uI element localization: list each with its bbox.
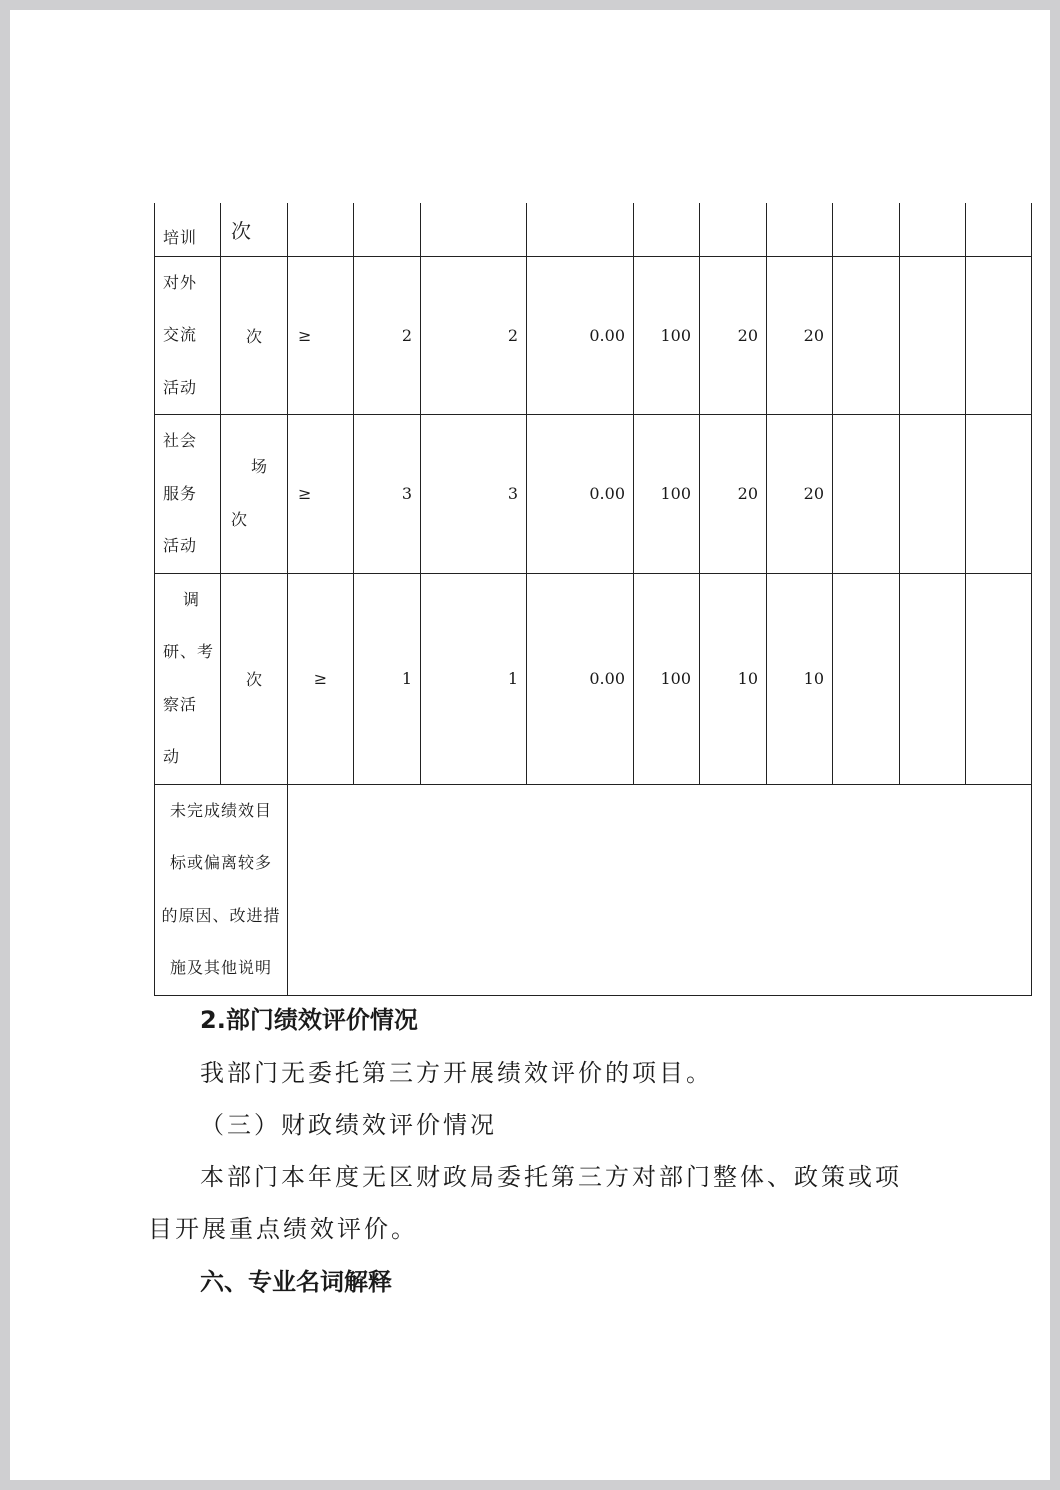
indicator-name-line: 交流 (163, 325, 198, 344)
indicator-name-line: 服务 (163, 483, 198, 503)
table-row (155, 203, 1032, 256)
symbol-cell (288, 203, 354, 256)
unit-cell: 次 (221, 573, 288, 784)
note-label-line: 未完成绩效目 (169, 800, 272, 820)
target-value-cell: 3 (354, 415, 421, 574)
symbol-cell: ≥ (288, 415, 354, 574)
note-label-line: 标或偏离较多 (169, 853, 272, 872)
indicator-name-cell (155, 415, 221, 574)
deviation-cell: 0.00 (527, 256, 634, 415)
table-row (155, 784, 1032, 995)
value-cell (900, 256, 966, 415)
section-3-text-line1: 本部门本年度无区财政局委托第三方对部门整体、政策或项 (200, 1163, 902, 1191)
target-value-cell: 1 (354, 573, 421, 784)
value-cell (966, 256, 1032, 415)
symbol-cell: ≥ (288, 256, 354, 415)
document-page (10, 10, 1050, 1480)
value-cell (900, 415, 966, 574)
actual-value-cell: 3 (421, 415, 527, 574)
note-label-line: 的原因、改进措 (161, 905, 281, 925)
value-cell (833, 573, 900, 784)
value-cell (634, 203, 700, 256)
weight-cell: 20 (700, 256, 767, 415)
value-cell (833, 415, 900, 574)
value-cell (833, 256, 900, 415)
value-cell (833, 203, 900, 256)
note-label-line: 施及其他说明 (169, 958, 272, 977)
completion-rate-cell: 100 (634, 415, 700, 574)
unit-line: 场 (250, 457, 267, 477)
indicator-name-line: 察活 (163, 694, 198, 714)
note-value-cell (288, 784, 1032, 995)
deviation-cell: 0.00 (527, 415, 634, 574)
actual-value-cell: 1 (421, 573, 527, 784)
indicator-name-line: 对外 (163, 272, 198, 292)
symbol-cell: ≥ (288, 573, 354, 784)
value-cell (900, 203, 966, 256)
value-cell (966, 203, 1032, 256)
value-cell (767, 203, 833, 256)
table-row (155, 573, 1032, 784)
score-cell: 20 (767, 415, 833, 574)
indicator-name-cell (155, 573, 221, 784)
value-cell (900, 573, 966, 784)
target-value-cell: 2 (354, 256, 421, 415)
indicator-name-line: 培训 (163, 228, 198, 247)
completion-rate-cell: 100 (634, 256, 700, 415)
unit-cell (221, 415, 288, 574)
section-3-heading: （三）财政绩效评价情况 (200, 1111, 497, 1139)
unit-cell: 次 (221, 256, 288, 415)
table-row (155, 415, 1032, 574)
weight-cell: 20 (700, 415, 767, 574)
unit-cell: 次 (221, 203, 288, 256)
section-3-text-line2: 目开展重点绩效评价。 (148, 1215, 418, 1243)
indicator-name-line: 动 (163, 747, 181, 766)
completion-rate-cell: 100 (634, 573, 700, 784)
value-cell (421, 203, 527, 256)
indicator-name-line: 调 (183, 589, 201, 609)
note-label-cell (155, 784, 288, 995)
weight-cell: 10 (700, 573, 767, 784)
value-cell (966, 415, 1032, 574)
value-cell (700, 203, 767, 256)
section-6-heading: 六、专业名词解释 (200, 1268, 392, 1296)
score-cell: 10 (767, 573, 833, 784)
indicator-name-line: 研、考 (163, 642, 215, 661)
value-cell (966, 573, 1032, 784)
indicator-name-line: 活动 (163, 377, 198, 397)
indicator-name-cell (155, 256, 221, 415)
section-2-heading: 2.部门绩效评价情况 (200, 1006, 418, 1034)
section-2-text: 我部门无委托第三方开展绩效评价的项目。 (200, 1059, 713, 1087)
unit-line: 次 (231, 509, 248, 529)
indicator-name-line: 活动 (163, 536, 198, 555)
score-cell: 20 (767, 256, 833, 415)
performance-table (154, 203, 1032, 996)
indicator-name-cell (155, 203, 221, 256)
value-cell (527, 203, 634, 256)
actual-value-cell: 2 (421, 256, 527, 415)
indicator-name-line: 社会 (163, 431, 198, 450)
table-row (155, 256, 1032, 415)
value-cell (354, 203, 421, 256)
deviation-cell: 0.00 (527, 573, 634, 784)
